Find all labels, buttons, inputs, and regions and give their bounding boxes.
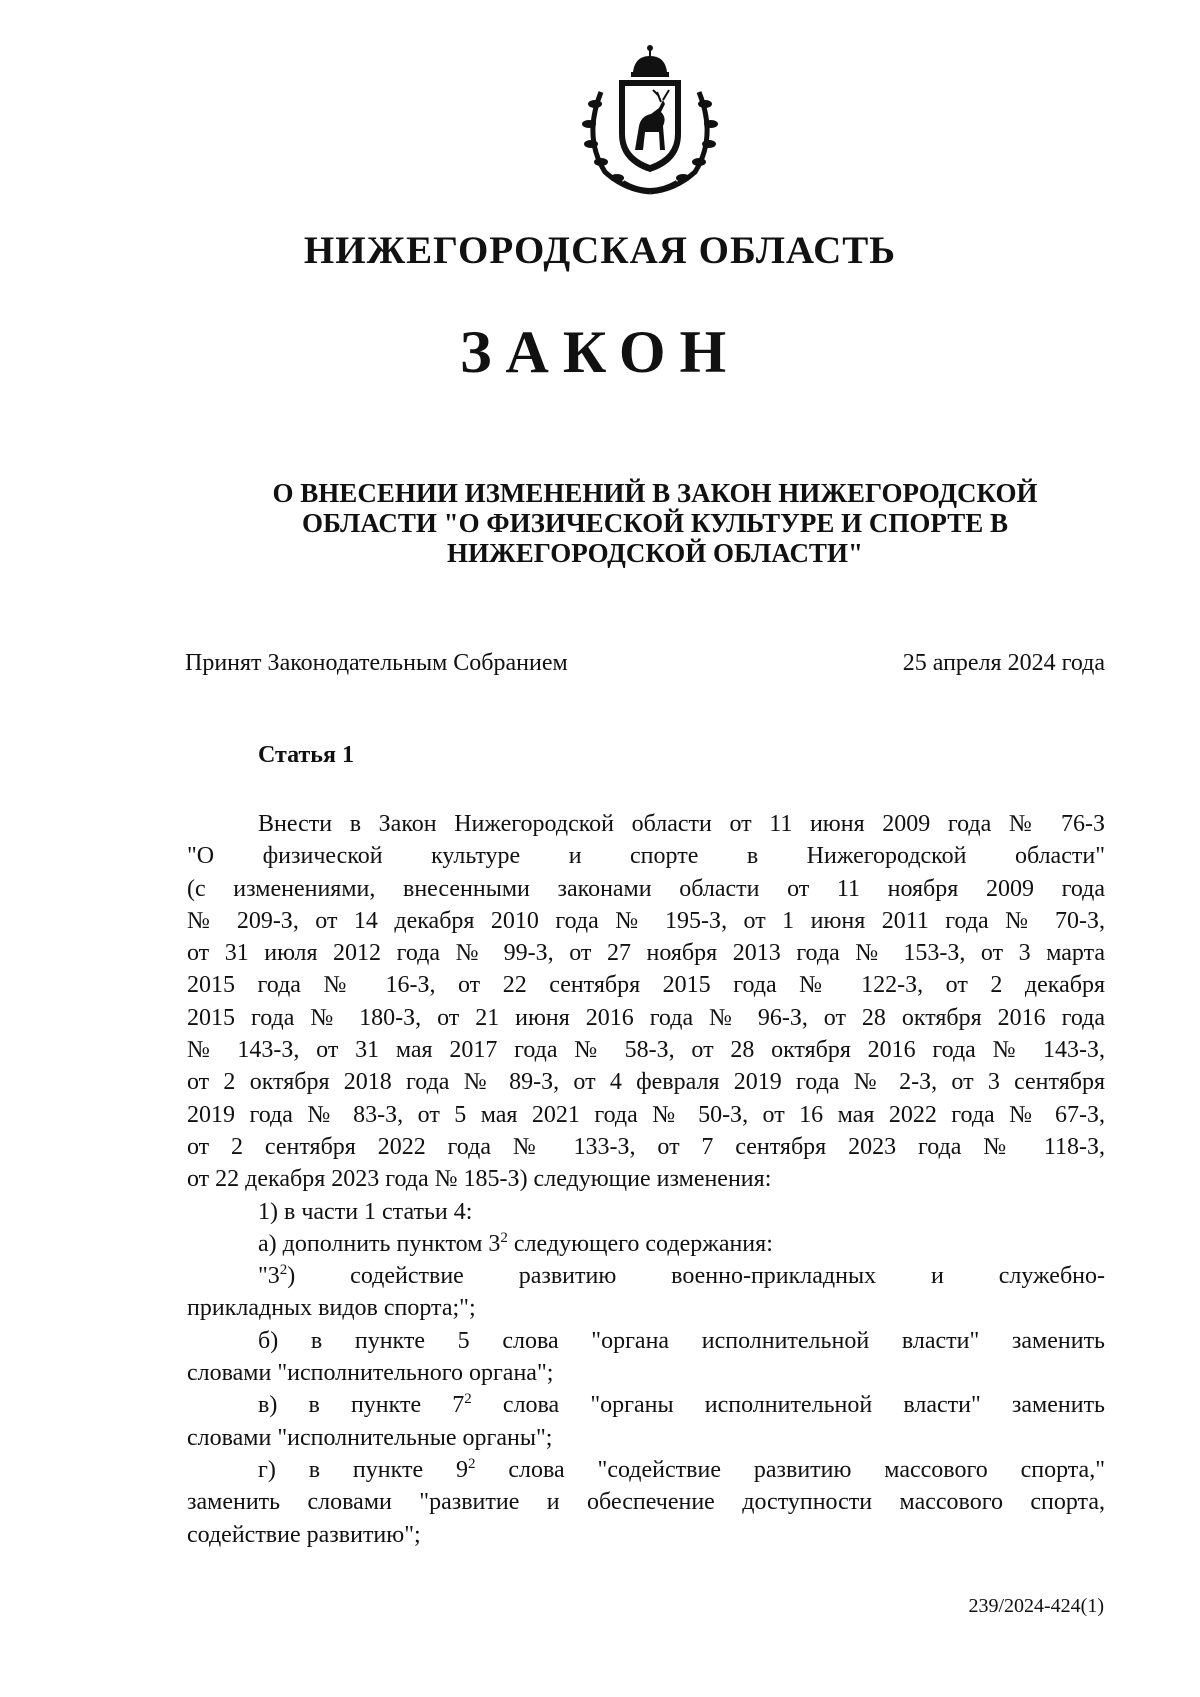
quote-line: "$3^2$) содействие развитию военно-прикладных и служебно- (258, 1262, 1105, 1290)
body-line: от 31 июля 2012 года № 99-З, от 27 ноября 2013 года № 153-З, от 3 марта (187, 940, 1105, 967)
quote-end: прикладных видов спорта;"; (187, 1295, 476, 1322)
item-a: а) дополнить пунктом $3^2$ следующего содержания: (258, 1229, 773, 1257)
body-line: Внести в Закон Нижегородской области от 11 июня 2009 года № 76-З (258, 811, 1105, 837)
document-type: ЗАКОН (459, 319, 741, 385)
item-g-end: содействие развитию"; (187, 1521, 421, 1548)
adopted-by-label: Принят Законодательным Собранием (185, 650, 568, 676)
coat-of-arms-icon (565, 42, 735, 200)
item-b: б) в пункте 5 слова "органа исполнительной власти" заменить (258, 1327, 1105, 1354)
item-1: 1) в части 1 статьи 4: (258, 1198, 473, 1225)
law-title (190, 478, 1120, 568)
body-line: от 2 сентября 2022 года № 133-З, от 7 сентября 2023 года № 118-З, (187, 1133, 1105, 1160)
body-line: 2015 года № 180-З, от 21 июня 2016 года № 96-З, от 28 октября 2016 года (187, 1004, 1105, 1031)
document-number: 239/2024-424(1) (968, 1595, 1104, 1617)
law-title-line: ОБЛАСТИ "О ФИЗИЧЕСКОЙ КУЛЬТУРЕ И СПОРТЕ В (301, 508, 1009, 538)
item-g-cont: заменить словами "развитие и обеспечение доступности массового спорта, (187, 1489, 1105, 1516)
article-heading: Статья 1 (258, 742, 354, 768)
law-title-line: О ВНЕСЕНИИ ИЗМЕНЕНИЙ В ЗАКОН НИЖЕГОРОДСКОЙ (272, 478, 1038, 508)
item-g: г) в пункте $9^2$ слова "содействие развитию массового спорта," (258, 1455, 1105, 1483)
item-v-cont: словами "исполнительные органы"; (187, 1424, 553, 1451)
item-b-cont: словами "исполнительного органа"; (187, 1360, 554, 1387)
body-line: 2019 года № 83-З, от 5 мая 2021 года № 50-З, от 16 мая 2022 года № 67-З, (187, 1101, 1105, 1128)
region-title: НИЖЕГОРОДСКАЯ ОБЛАСТЬ (303, 229, 897, 272)
article-body (187, 808, 1105, 1551)
adoption-date: 25 апреля 2024 года (902, 650, 1105, 676)
body-line: "О физической культуре и спорте в Нижегородской области" (187, 843, 1105, 870)
body-line: № 143-З, от 31 мая 2017 года № 58-З, от 28 октября 2016 года № 143-З, (187, 1037, 1105, 1064)
body-line: № 209-З, от 14 декабря 2010 года № 195-З, от 1 июня 2011 года № 70-З, (187, 907, 1105, 934)
body-line: от 2 октября 2018 года № 89-З, от 4 февраля 2019 года № 2-З, от 3 сентября (187, 1069, 1105, 1096)
item-v: в) в пункте $7^2$ слова "органы исполнительной власти" заменить (258, 1391, 1106, 1419)
adoption-line (185, 650, 1105, 677)
body-line: от 22 декабря 2023 года № 185-З) следующие изменения: (187, 1166, 772, 1193)
law-title-line: НИЖЕГОРОДСКОЙ ОБЛАСТИ" (447, 538, 863, 568)
body-line: (с изменениями, внесенными законами области от 11 ноября 2009 года (187, 875, 1105, 902)
body-line: 2015 года № 16-З, от 22 сентября 2015 года № 122-З, от 2 декабря (187, 972, 1105, 999)
